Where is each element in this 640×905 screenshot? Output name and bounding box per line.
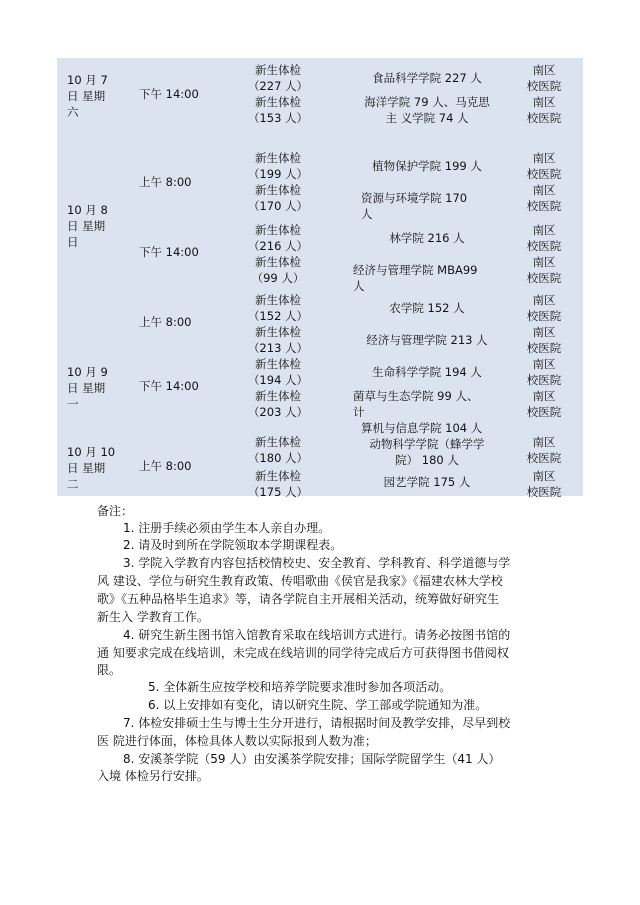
time-cell: 上午 8:00: [139, 315, 192, 329]
date-cell: 10 月 9 日 星期 一: [67, 365, 108, 411]
location-cell: 南区 校医院: [526, 255, 562, 285]
note-item: 医 院进行体面，体检具体人数以实际报到人数为准；: [97, 734, 377, 748]
note-item: 1. 注册手续必须由学生本人亲自办理。: [123, 521, 331, 535]
exam-cell: 新生体检 （199 人）: [247, 151, 309, 181]
exam-cell: 新生体检 （170 人）: [247, 183, 309, 213]
note-item: 4. 研究生新生图书馆入馆教育采取在线培训方式进行。请务必按图书馆的: [123, 628, 511, 642]
note-item: 新生入 学教育工作。: [97, 610, 209, 624]
college-cell: 海洋学院 79 人、马克思 主 义学院 74 人: [364, 95, 490, 125]
college-cell: 植物保护学院 199 人: [372, 159, 482, 173]
date-cell: 10 月 10 日 星期 二: [67, 445, 116, 491]
exam-cell: 新生体检 （175 人）: [247, 469, 309, 499]
note-item: 6. 以上安排如有变化，请以研究生院、学工部或学院通知为准。: [148, 698, 488, 712]
college-cell: 经济与管理学院 MBA99 人: [353, 263, 478, 293]
note-item: 8. 安溪茶学院（59 人）由安溪茶学院安排；国际学院留学生（41 人）: [123, 752, 501, 766]
college-cell: 生命科学学院 194 人: [372, 365, 482, 379]
note-item: 5. 全体新生应按学校和培养学院要求准时参加各项活动。: [148, 680, 452, 694]
exam-cell: 新生体检 （213 人）: [247, 325, 309, 355]
exam-cell: 新生体检 （153 人）: [247, 95, 309, 125]
location-cell: 南区 校医院: [526, 183, 562, 213]
college-cell: 动物科学学院（蜂学学 院） 180 人: [369, 437, 485, 467]
exam-cell: 新生体检 （152 人）: [247, 293, 309, 323]
date-cell: 10 月 7 日 星期 六: [67, 73, 108, 119]
exam-cell: 新生体检 （216 人）: [247, 223, 309, 253]
exam-cell: 新生体检 （180 人）: [247, 435, 309, 465]
college-cell: 园艺学院 175 人: [383, 475, 471, 489]
time-cell: 上午 8:00: [139, 175, 192, 189]
location-cell: 南区 校医院: [526, 293, 562, 323]
exam-cell: 新生体检 （194 人）: [247, 357, 309, 387]
college-cell: 经济与管理学院 213 人: [366, 333, 488, 347]
college-cell: 林学院 216 人: [389, 231, 465, 245]
time-cell: 下午 14:00: [139, 245, 199, 259]
location-cell: 南区 校医院: [526, 151, 562, 181]
date-cell: 10 月 8 日 星期 日: [67, 203, 108, 249]
time-cell: 上午 8:00: [139, 459, 192, 473]
note-item: 7. 体检安排硕士生与博士生分开进行，请根据时间及教学安排，尽早到校: [123, 716, 511, 730]
location-cell: 南区 校医院: [526, 95, 562, 125]
note-item: 2. 请及时到所在学院领取本学期课程表。: [123, 538, 343, 552]
college-cell: 资源与环境学院 170 人: [361, 191, 468, 221]
college-cell: 农学院 152 人: [389, 301, 465, 315]
exam-cell: 新生体检 （203 人）: [247, 389, 309, 419]
location-cell: 南区 校医院: [526, 357, 562, 387]
note-item: 歌》《五种品格毕生追求》等，请各学院自主开展相关活动，统筹做好研究生: [97, 592, 500, 606]
notes-title: 备注：: [97, 504, 134, 518]
location-cell: 南区 校医院: [526, 63, 562, 93]
note-item: 3. 学院入学教育内容包括校情校史、安全教育、学科教育、科学道德与学: [123, 556, 511, 570]
time-cell: 下午 14:00: [139, 87, 199, 101]
note-item: 通 知要求完成在线培训，未完成在线培训的同学待完成后方可获得图书借阅权: [97, 646, 509, 660]
college-cell: 食品科学学院 227 人: [372, 71, 482, 85]
exam-cell: 新生体检 （227 人）: [247, 63, 309, 93]
exam-cell: 新生体检 （99 人）: [251, 255, 305, 285]
note-item: 入境 体检另行安排。: [97, 769, 209, 783]
schedule-table: [57, 58, 583, 499]
note-item: 风 建设、学位与研究生教育政策、传唱歌曲《侯官是我家》《福建农林大学校: [97, 574, 503, 588]
college-cell: 菌草与生态学院 99 人、 计 算机与信息学院 104 人: [353, 389, 483, 435]
location-cell: 南区 校医院: [526, 325, 562, 355]
note-item: 限。: [97, 663, 122, 677]
location-cell: 南区 校医院: [526, 389, 562, 419]
time-cell: 下午 14:00: [139, 379, 199, 393]
location-cell: 南区 校医院: [526, 223, 562, 253]
location-cell: 南区 校医院: [526, 469, 562, 499]
location-cell: 南区 校医院: [526, 435, 562, 465]
